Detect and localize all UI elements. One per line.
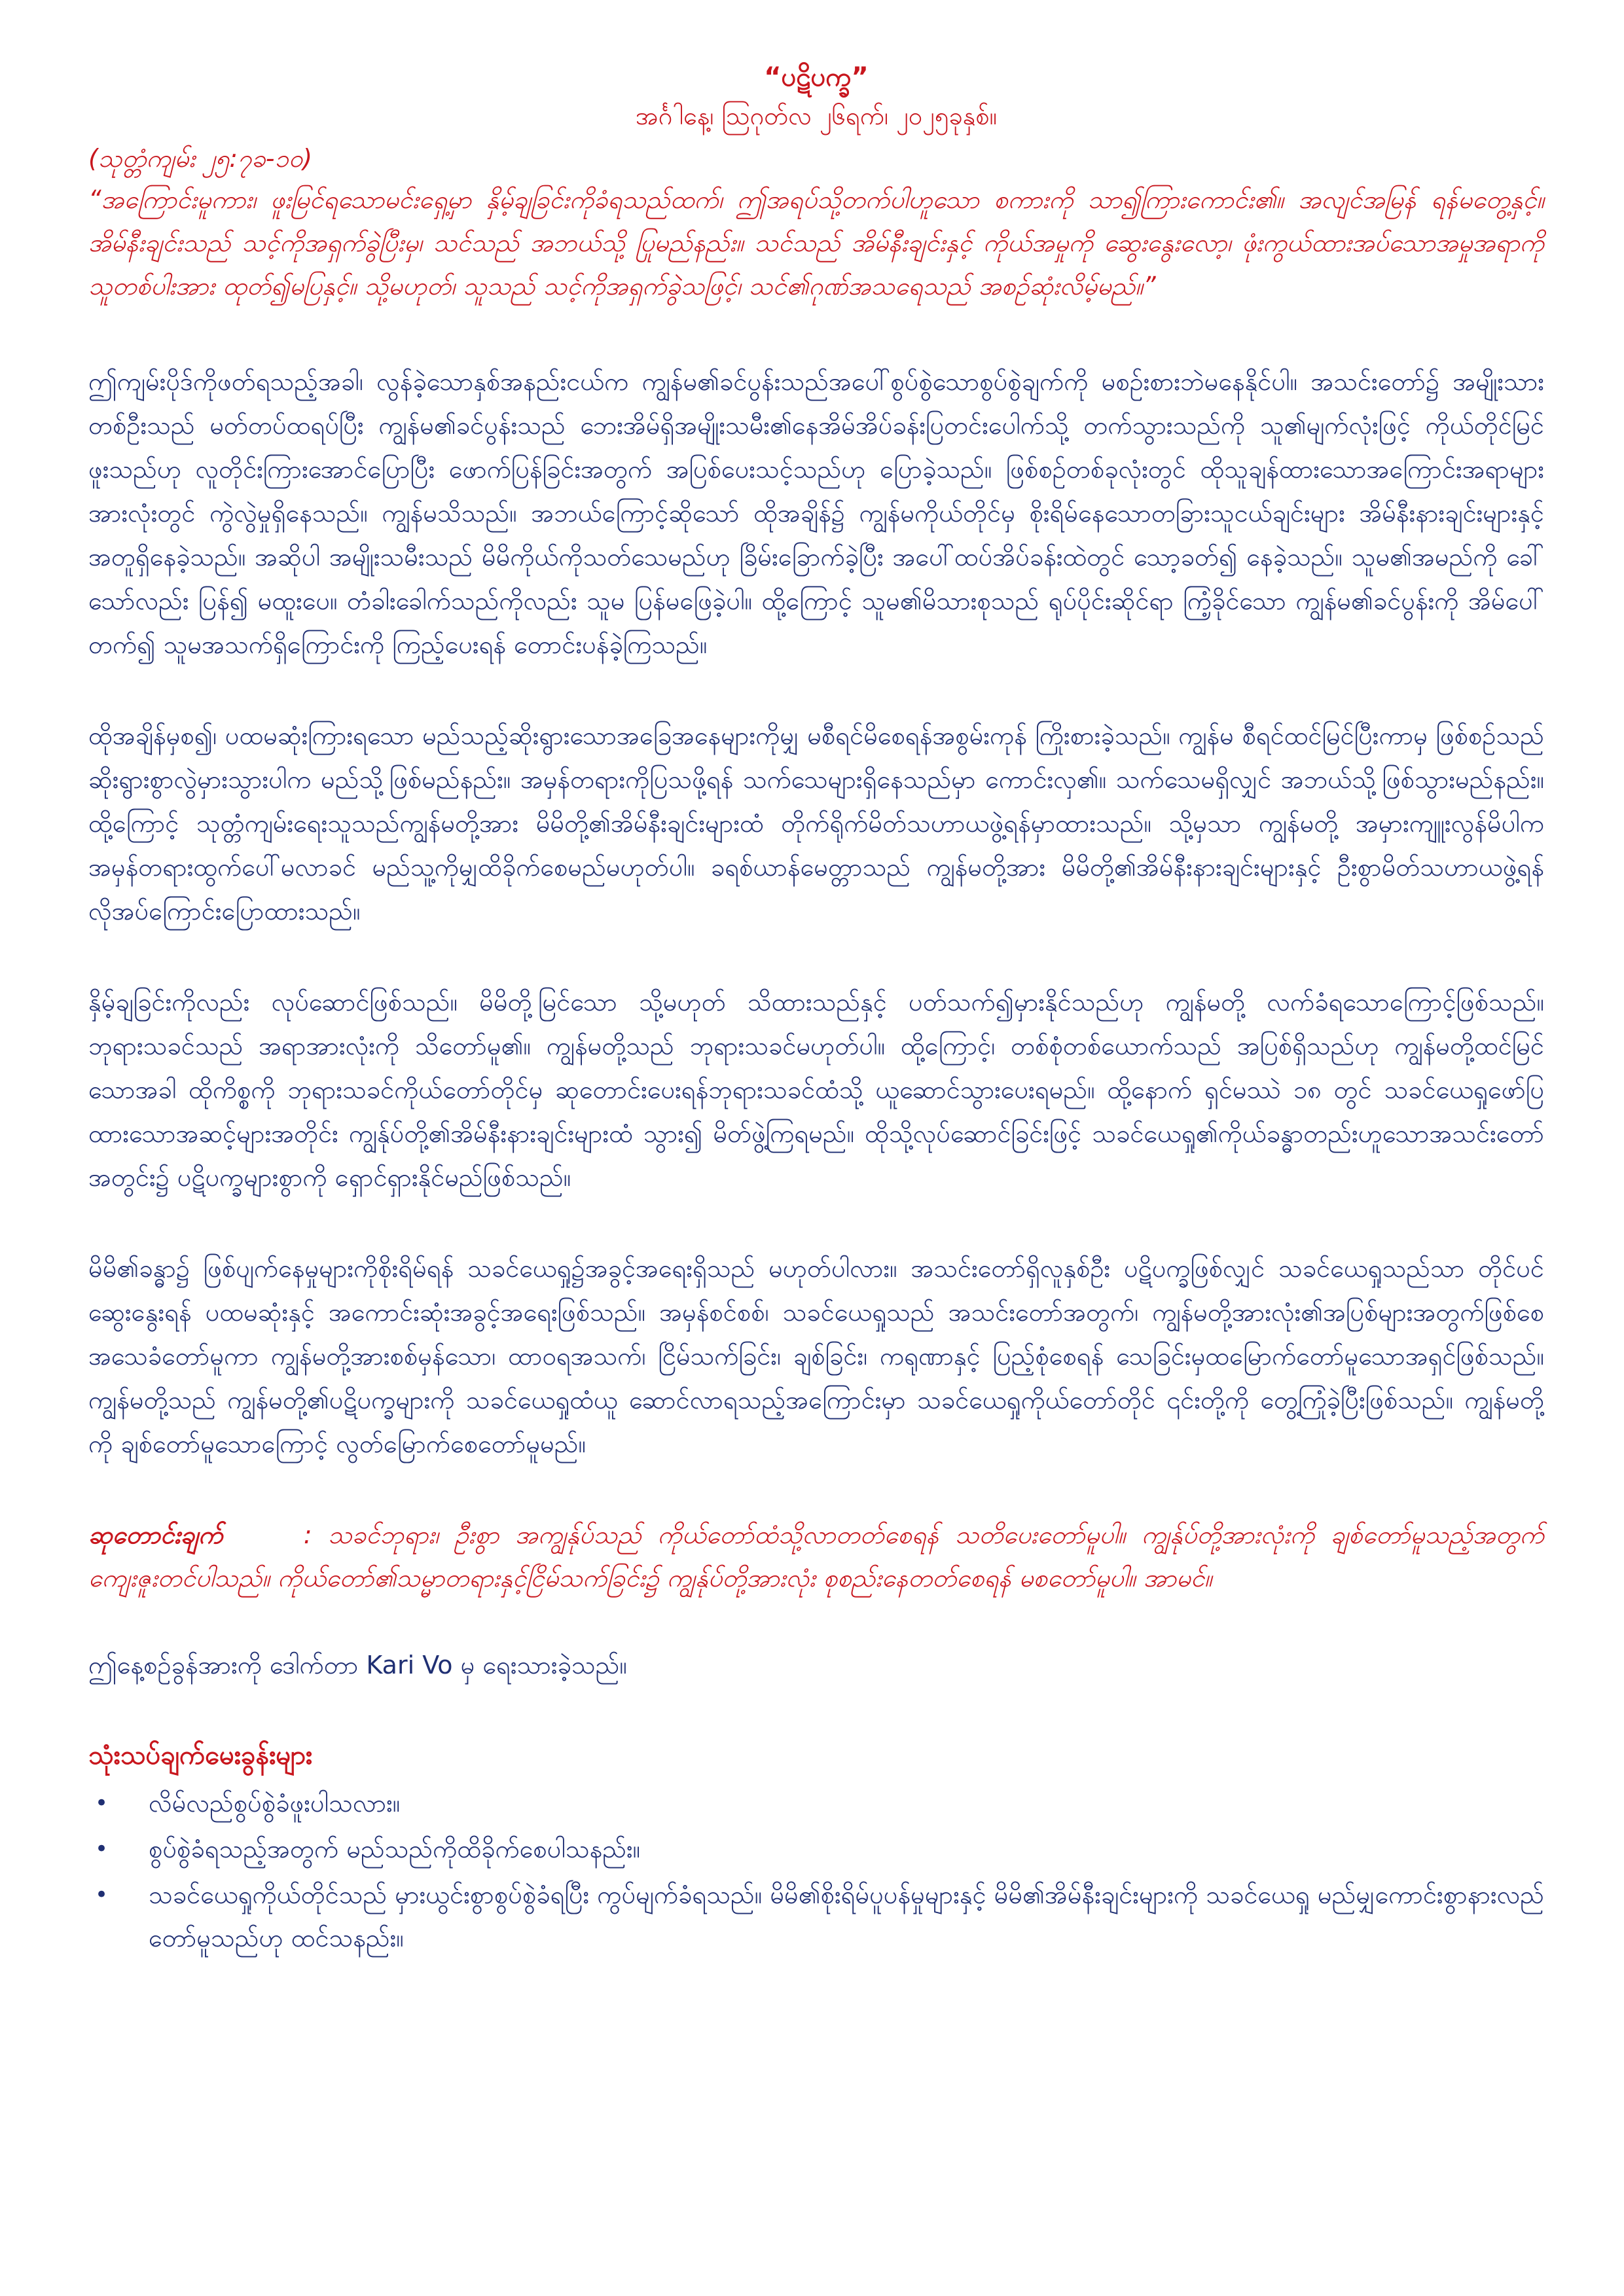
- reflection-questions: [88, 1782, 1544, 1960]
- author-credit: ဤနေ့စဉ်ခွန်အားကို ဒေါက်တာ Kari Vo မှ ရေးသားခဲ့သည်။: [88, 1651, 627, 1679]
- prayer-label: ဆုတောင်းချက်: [88, 1520, 223, 1549]
- body-paragraph-1: ဤကျမ်းပိုဒ်ကိုဖတ်ရသည့်အခါ၊ လွန်ခဲ့သောနှစ်အနည်းငယ်က ကျွန်မ၏ခင်ပွန်းသည်အပေါ်စွပ်စွဲသောစွပ်စွဲချက်ကို မစဉ်းစားဘဲမနေနိုင်ပါ။ အသင်းတော်၌ အမျိုးသားတစ်ဦးသည် မတ်တပ်ထရပ်ပြီး ကျွန်မ၏ခင်ပွန်းသည် ဘေးအိမ်ရှိအမျိုးသမီး၏နေအိမ်အိပ်ခန်းပြတင်းပေါက်သို့ တက်သွားသည်ကို သူ၏မျက်လုံးဖြင့် ကိုယ်တိုင်မြင်ဖူးသည်ဟု လူတိုင်းကြားအောင်ပြောပြီး ဖောက်ပြန်ခြင်းအတွက် အပြစ်ပေးသင့်သည်ဟု ပြောခဲ့သည်။ ဖြစ်စဉ်တစ်ခုလုံးတွင် ထိုသူချန်ထားသောအကြောင်းအရာများအားလုံးတွင် ကွဲလွဲမှုရှိနေသည်။ ကျွန်မသိသည်။ အဘယ်ကြောင့်ဆိုသော် ထိုအချိန်၌ ကျွန်မကိုယ်တိုင်မှ စိုးရိမ်နေသောတခြားသူငယ်ချင်းများ အိမ်နီးနားချင်းများနှင့်အတူရှိနေခဲ့သည်။ အဆိုပါ အမျိုးသမီးသည် မိမိကိုယ်ကိုသတ်သေမည်ဟု ခြိမ်းခြောက်ခဲ့ပြီး အပေါ်ထပ်အိပ်ခန်းထဲတွင် သော့ခတ်၍ နေခဲ့သည်။ သူမ၏အမည်ကို ခေါ်သော်လည်း ပြန်၍ မထူးပေ။ တံခါးခေါက်သည်ကိုလည်း သူမ ပြန်မဖြေခဲ့ပါ။ ထို့ကြောင့် သူမ၏မိသားစုသည် ရုပ်ပိုင်းဆိုင်ရာ ကြံ့ခိုင်သော ကျွန်မ၏ခင်ပွန်းကို အိမ်ပေါ်တက်၍ သူမအသက်ရှိကြောင်းကို ကြည့်ပေးရန် တောင်းပန်ခဲ့ကြသည်။: [88, 367, 1544, 659]
- body-paragraph-3: နှိမ့်ချခြင်းကိုလည်း လုပ်ဆောင်ဖြစ်သည်။ မိမိတို့မြင်သော သို့မဟုတ် သိထားသည်နှင့် ပတ်သက်၍မှားနိုင်သည်ဟု ကျွန်မတို့ လက်ခံရသောကြောင့်ဖြစ်သည်။ ဘုရားသခင်သည် အရာအားလုံးကို သိတော်မူ၏။ ကျွန်မတို့သည် ဘုရားသခင်မဟုတ်ပါ။ ထို့ကြောင့်၊ တစ်စုံတစ်ယောက်သည် အပြစ်ရှိသည်ဟု ကျွန်မတို့ထင်မြင်သောအခါ ထိုကိစ္စကို ဘုရားသခင်ကိုယ်တော်တိုင်မှ ဆုတောင်းပေးရန်ဘုရားသခင်ထံသို့ ယူဆောင်သွားပေးရမည်။ ထို့နောက် ရှင်မဿဲ ၁၈ တွင် သခင်ယေရှုဖော်ပြထားသောအဆင့်များအတိုင်း ကျွန်ုပ်တို့၏အိမ်နီးနားချင်းများထံ သွား၍ မိတ်ဖွဲ့ကြရမည်။ ထိုသို့လုပ်ဆောင်ခြင်းဖြင့် သခင်ယေရှု၏ကိုယ်ခန္ဓာတည်းဟူသောအသင်းတော်အတွင်း၌ ပဋိပက္ခများစွာကို ရှောင်ရှားနိုင်မည်ဖြစ်သည်။: [88, 988, 1544, 1192]
- question-text: စွပ်စွဲခံရသည့်အတွက် မည်သည်ကိုထိခိုက်စေပါသနည်း။: [149, 1835, 641, 1863]
- question-text: လိမ်လည်စွပ်စွဲခံဖူးပါသလား။: [149, 1789, 401, 1818]
- reflection-heading: သုံးသပ်ချက်မေးခွန်းများ: [88, 1740, 313, 1770]
- scripture-quote: “အကြောင်းမူကား၊ ဖူးမြင်ရသောမင်းရှေ့မှာ နှိမ့်ချခြင်းကိုခံရသည်ထက်၊ ဤအရပ်သို့တက်ပါဟူသော စကားကို သာ၍ကြားကောင်း၏။ အလျင်အမြန် ရန်မတွေ့နှင့်။ အိမ်နီးချင်းသည် သင့်ကိုအရှက်ခွဲပြီးမှ၊ သင်သည် အဘယ်သို့ ပြုမည်နည်း။ သင်သည် အိမ်နီးချင်းနှင့် ကိုယ်အမှုကို ဆွေးနွေးလော့၊ ဖုံးကွယ်ထားအပ်သောအမှုအရာကို သူတစ်ပါးအား ထုတ်၍မပြနှင့်။ သို့မဟုတ်၊ သူသည် သင့်ကိုအရှက်ခွဲသဖြင့်၊ သင်၏ဂုဏ်အသရေသည် အစဉ်ဆုံးလိမ့်မည်။”: [88, 185, 1544, 300]
- date-line: အင်္ဂါနေ့၊ ဩဂုတ်လ ၂၆ရက်၊ ၂၀၂၅ခုနှစ်။: [635, 101, 998, 130]
- list-item: [88, 1873, 1544, 1960]
- page-title: “ပဋိပက္ခ”: [764, 62, 869, 92]
- bullet-icon: •: [95, 1790, 109, 1816]
- prayer: [88, 1513, 1544, 1600]
- prayer-text: : သခင်ဘုရား၊ ဦးစွာ အကျွန်ုပ်သည် ကိုယ်တော်ထံသို့လာတတ်စေရန် သတိပေးတော်မူပါ။ ကျွန်ုပ်တို့အားလုံးကို ချစ်တော်မူသည့်အတွက် ကျေးဇူးတင်ပါသည်။ ကိုယ်တော်၏သမ္မာတရားနှင့်ငြိမ်သက်ခြင်း၌ ကျွန်ုပ်တို့အားလုံး စုစည်းနေတတ်စေရန် မစတော်မူပါ။ အာမင်။: [88, 1520, 1544, 1592]
- body-paragraph-2: ထိုအချိန်မှစ၍၊ ပထမဆုံးကြားရသော မည်သည့်ဆိုးရွားသောအခြေအနေများကိုမျှ မစီရင်မိစေရန်အစွမ်းကုန် ကြိုးစားခဲ့သည်။ ကျွန်မ စီရင်ထင်မြင်ပြီးကာမှ ဖြစ်စဉ်သည် ဆိုးရွားစွာလွဲမှားသွားပါက မည်သို့ဖြစ်မည်နည်း။ အမှန်တရားကိုပြသဖို့ရန် သက်သေများရှိနေသည်မှာ ကောင်းလှ၏။ သက်သေမရှိလျှင် အဘယ်သို့ဖြစ်သွားမည်နည်း။ ထို့ကြောင့် သုတ္တံကျမ်းရေးသူသည်ကျွန်မတို့အား မိမိတို့၏အိမ်နီးချင်းများထံ တိုက်ရိုက်မိတ်သဟာယဖွဲ့ရန်မှာထားသည်။ သို့မှသာ ကျွန်မတို့ အမှားကျူးလွန်မိပါက အမှန်တရားထွက်ပေါ်မလာခင် မည်သူ့ကိုမျှထိခိုက်စေမည်မဟုတ်ပါ။ ခရစ်ယာန်မေတ္တာသည် ကျွန်မတို့အား မိမိတို့၏အိမ်နီးနားချင်းများနှင့် ဦးစွာမိတ်သဟာယဖွဲ့ရန် လိုအပ်ကြောင်းပြောထားသည်။: [88, 721, 1544, 925]
- body-paragraph-4: မိမိ၏ခန္ဓာ၌ ဖြစ်ပျက်နေမှုများကိုစိုးရိမ်ရန် သခင်ယေရှု၌အခွင့်အရေးရှိသည် မဟုတ်ပါလား။ အသင်းတော်ရှိလူနှစ်ဦး ပဋိပက္ခဖြစ်လျှင် သခင်ယေရှုသည်သာ တိုင်ပင်ဆွေးနွေးရန် ပထမဆုံးနှင့် အကောင်းဆုံးအခွင့်အရေးဖြစ်သည်။ အမှန်စင်စစ်၊ သခင်ယေရှုသည် အသင်းတော်အတွက်၊ ကျွန်မတို့အားလုံး၏အပြစ်များအတွက်ဖြစ်စေ အသေခံတော်မူကာ ကျွန်မတို့အားစစ်မှန်သော၊ ထာဝရအသက်၊ ငြိမ်သက်ခြင်း၊ ချစ်ခြင်း၊ ကရုဏာနှင့် ပြည့်စုံစေရန် သေခြင်းမှထမြောက်တော်မူသောအရှင်ဖြစ်သည်။ ကျွန်မတို့သည် ကျွန်မတို့၏ပဋိပက္ခများကို သခင်ယေရှုထံယူ ဆောင်လာရသည့်အကြောင်းမှာ သခင်ယေရှုကိုယ်တော်တိုင် ၎င်းတို့ကို တွေ့ကြုံခဲ့ပြီးဖြစ်သည်။ ကျွန်မတို့ကို ချစ်တော်မူသောကြောင့် လွတ်မြောက်စေတော်မူမည်။: [88, 1254, 1544, 1458]
- list-item: [88, 1827, 1544, 1871]
- question-text: သခင်ယေရှုကိုယ်တိုင်သည် မှားယွင်းစွာစွပ်စွဲခံရပြီး ကွပ်မျက်ခံရသည်။ မိမိ၏စိုးရိမ်ပူပန်မှုများနှင့် မိမိ၏အိမ်နီးချင်းများကို သခင်ယေရှု မည်မျှကောင်းစွာနားလည်တော်မူသည်ဟု ထင်သနည်း။: [149, 1880, 1544, 1952]
- bullet-icon: •: [95, 1882, 109, 1908]
- scripture-reference: (သုတ္တံကျမ်း ၂၅:၇ခ-၁၀): [88, 144, 313, 173]
- bullet-icon: •: [95, 1836, 109, 1862]
- devotional-page: [88, 58, 1544, 1962]
- list-item: [88, 1782, 1544, 1825]
